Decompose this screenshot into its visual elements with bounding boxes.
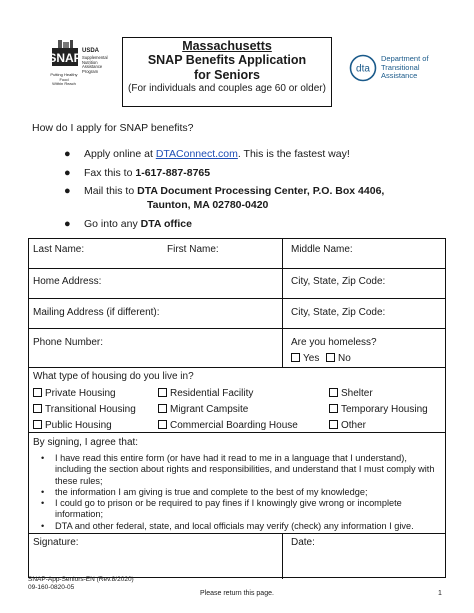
homeless-yes-checkbox[interactable]: Yes: [291, 353, 319, 364]
svg-text:SNAP: SNAP: [48, 51, 82, 65]
apply-question: How do I apply for SNAP benefits?: [32, 122, 194, 134]
dta-logo: [349, 53, 439, 83]
list-item: • I have read this entire form (or have had it read to me in a language that I understand), including the section about rights and responsibilities, and understand that I must comply with these rules;: [41, 453, 435, 486]
temporary-housing-checkbox[interactable]: Temporary Housing: [329, 404, 428, 415]
dtaconnect-link[interactable]: DTAConnect.com: [155, 148, 238, 160]
snap-subtext: Supplemental Nutrition Assistance Program: [82, 55, 108, 74]
transitional-housing-checkbox[interactable]: Transitional Housing: [33, 404, 136, 415]
list-item: • I could go to prison or be required to pay fines if I knowingly give wrong or incomplete information;: [41, 498, 402, 520]
usda-label: USDA: [82, 48, 100, 54]
agreement-list: [41, 453, 437, 532]
dta-circle-icon: [349, 54, 377, 82]
last-name-field[interactable]: Last Name:: [33, 244, 85, 255]
page-title: SNAP Benefits Application for Seniors: [147, 53, 307, 82]
home-city-state-zip-field[interactable]: City, State, Zip Code:: [291, 276, 386, 287]
agreement-heading: By signing, I agree that:: [33, 437, 139, 448]
title-subtitle: (For individuals and couples age 60 or older): [128, 83, 326, 94]
signature-field[interactable]: Signature:: [33, 537, 79, 548]
return-note: Please return this page.: [200, 590, 274, 597]
dta-name: Department of Transitional Assistance: [381, 54, 429, 81]
homeless-question: Are you homeless?: [291, 337, 377, 348]
snap-tagline: Putting Healthy Food Within Reach: [50, 72, 78, 86]
other-housing-checkbox[interactable]: Other: [329, 420, 366, 431]
phone-number-field[interactable]: Phone Number:: [33, 337, 104, 348]
page-number: 1: [438, 590, 442, 597]
svg-text:dta: dta: [356, 63, 370, 75]
homeless-no-checkbox[interactable]: No: [326, 353, 351, 364]
date-field[interactable]: Date:: [291, 537, 315, 548]
title-state: Massachusetts: [182, 39, 272, 53]
commercial-boarding-house-checkbox[interactable]: Commercial Boarding House: [158, 420, 298, 431]
home-address-field[interactable]: Home Address:: [33, 276, 102, 287]
title-box: [122, 37, 332, 107]
housing-question: What type of housing do you live in?: [33, 371, 194, 382]
snap-usda-logo: [42, 40, 116, 92]
form-number: 09-160-0820-05: [28, 584, 75, 591]
form-code: SNAP-App-Seniors-EN (Rev.8/2020): [28, 576, 134, 583]
application-form: [28, 238, 446, 578]
list-item: • the information I am giving is true and complete to the best of my knowledge;: [41, 486, 368, 497]
mailing-city-state-zip-field[interactable]: City, State, Zip Code:: [291, 307, 386, 318]
first-name-field[interactable]: First Name:: [167, 244, 219, 255]
middle-name-field[interactable]: Middle Name:: [291, 244, 353, 255]
mailing-address-field[interactable]: Mailing Address (if different):: [33, 307, 160, 318]
shelter-checkbox[interactable]: Shelter: [329, 388, 373, 399]
migrant-campsite-checkbox[interactable]: Migrant Campsite: [158, 404, 248, 415]
public-housing-checkbox[interactable]: Public Housing: [33, 420, 112, 431]
private-housing-checkbox[interactable]: Private Housing: [33, 388, 116, 399]
residential-facility-checkbox[interactable]: Residential Facility: [158, 388, 253, 399]
list-item: • DTA and other federal, state, and local officials may verify (check) any information I give.: [41, 520, 414, 531]
